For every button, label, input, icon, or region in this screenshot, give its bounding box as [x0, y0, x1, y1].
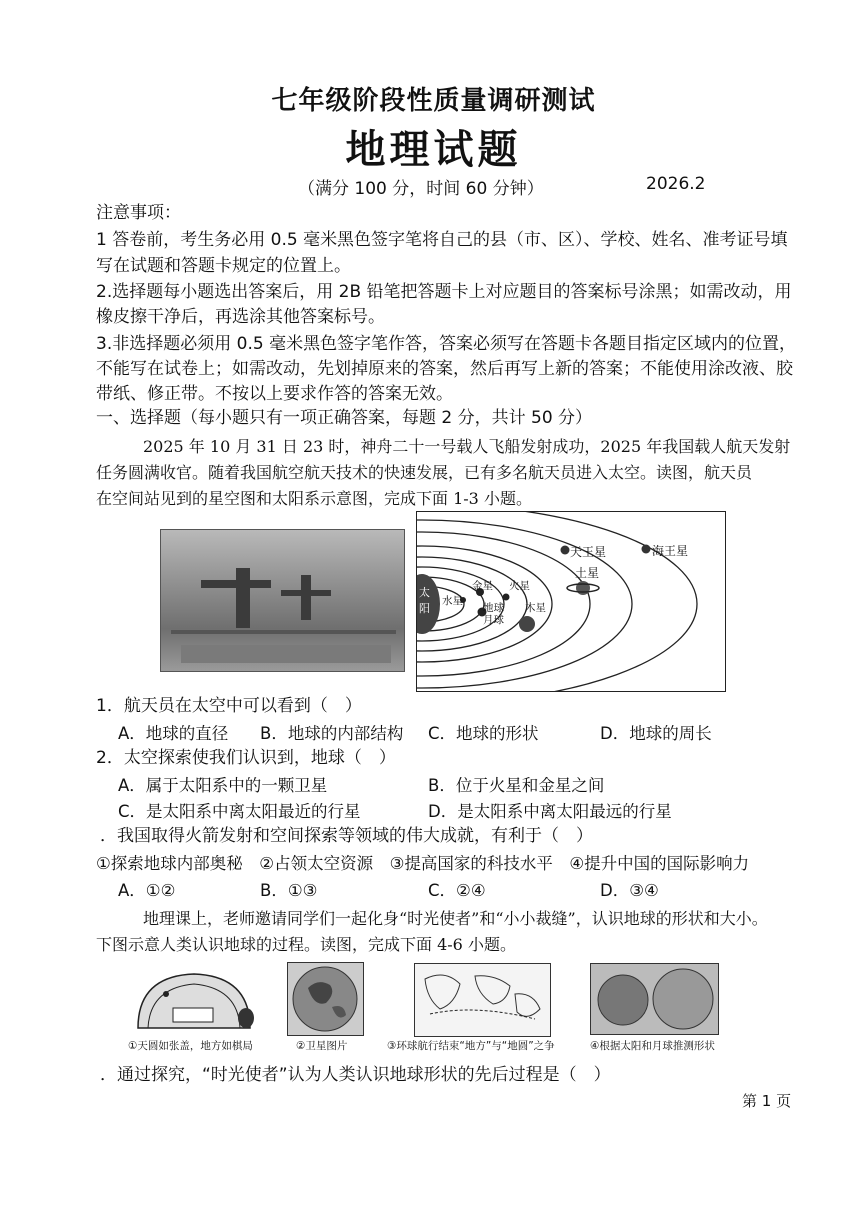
q1-option-a: A．地球的直径	[118, 724, 229, 743]
intro-line: 任务圆满收官。随着我国航空航天技术的快速发展，已有多名航天员进入太空。读图，航天员	[96, 463, 753, 482]
space-station-photo	[160, 529, 405, 672]
intro2-line: 下图示意人类认识地球的过程。读图，完成下面 4-6 小题。	[96, 935, 516, 954]
uranus-dot	[561, 546, 570, 555]
notice-line: 2.选择题每小题选出答案后，用 2B 铅笔把答题卡上对应题目的答案标号涂黑；如需改动，用	[96, 282, 792, 302]
section-heading: 一、选择题（每小题只有一项正确答案，每题 2 分，共计 50 分）	[96, 408, 593, 428]
exam-title: 七年级阶段性质量调研测试	[271, 86, 596, 116]
q2-option-c: C．是太阳系中离太阳最近的行星	[118, 802, 361, 821]
label-earth: 地球	[483, 602, 504, 614]
notice-line: 3.非选择题必须用 0.5 毫米黑色签字笔作答，答案必须写在答题卡各题目指定区域内的位置，	[96, 334, 797, 354]
intro2-line: 地理课上，老师邀请同学们一起化身“时光使者”和“小小裁缝”，认识地球的形状和大小。	[143, 909, 768, 928]
q2-option-a: A．属于太阳系中的一颗卫星	[118, 776, 328, 795]
page-number: 第 1 页	[742, 1092, 792, 1110]
q1-stem: 1．航天员在太空中可以看到（ ）	[96, 696, 362, 716]
caption-2: ②卫星图片	[296, 1040, 348, 1052]
notice-line: 橡皮擦干净后，再选涂其他答案标号。	[96, 307, 385, 327]
label-mercury: 水星	[442, 595, 463, 607]
notice-line: 带纸、修正带。不按以上要求作答的答案无效。	[96, 384, 453, 404]
q2-option-b: B．位于火星和金星之间	[428, 776, 605, 795]
voyage-map	[414, 963, 551, 1037]
heaven-earth-illustration	[128, 968, 260, 1032]
notice-line: 写在试题和答题卡规定的位置上。	[96, 256, 351, 276]
label-sun: 太阳	[419, 586, 430, 615]
label-uranus: 天王星	[570, 545, 607, 559]
intro-line: 在空间站见到的星空图和太阳系示意图，完成下面 1-3 小题。	[96, 489, 532, 508]
notice-line: 不能写在试卷上；如需改动，先划掉原来的答案，然后再写上新的答案；不能使用涂改液、胶	[96, 359, 793, 379]
label-jupiter: 木星	[525, 602, 546, 614]
q3-option-d: D．③④	[600, 881, 659, 900]
label-moon: 月球	[483, 614, 504, 626]
label-saturn: 土星	[575, 566, 600, 580]
q2-option-d: D．是太阳系中离太阳最远的行星	[428, 802, 672, 821]
notice-heading: 注意事项：	[96, 203, 181, 223]
subject-title: 地理试题	[345, 127, 522, 173]
solar-system-diagram	[416, 511, 726, 692]
q3-stem: ．我国取得火箭发射和空间探索等领域的伟大成就，有利于（ ）	[100, 826, 593, 846]
intro-line: 2025 年 10 月 31 日 23 时，神舟二十一号载人飞船发射成功，2025 年我国载人航天发射	[143, 437, 791, 456]
q1-option-b: B．地球的内部结构	[260, 724, 404, 743]
q3-option-a: A．①②	[118, 881, 176, 900]
q3-option-c: C．②④	[428, 881, 486, 900]
q1-option-c: C．地球的形状	[428, 724, 539, 743]
caption-3: ③环球航行结束“地方”与“地圆”之争	[387, 1040, 555, 1052]
label-venus: 金星	[472, 580, 493, 592]
notice-line: 1 答卷前，考生务必用 0.5 毫米黑色签字笔将自己的县（市、区）、学校、姓名、准考证号填	[96, 230, 788, 250]
label-neptune: 海王星	[652, 544, 689, 558]
q3-items: ①探索地球内部奥秘 ②占领太空资源 ③提高国家的科技水平 ④提升中国的国际影响力	[96, 854, 750, 873]
q2-stem: 2．太空探索使我们认识到，地球（ ）	[96, 748, 396, 768]
caption-1: ①天圆如张盖，地方如棋局	[128, 1040, 253, 1052]
saturn-dot	[576, 581, 590, 595]
orbit-svg	[417, 512, 725, 691]
neptune-dot	[642, 545, 651, 554]
sun-moon-image	[590, 963, 719, 1035]
q4-stem: ．通过探究，“时光使者”认为人类认识地球形状的先后过程是（ ）	[100, 1065, 611, 1085]
exam-date: 2026.2	[646, 174, 706, 194]
caption-4: ④根据太阳和月球推测形状	[590, 1040, 715, 1052]
score-time: （满分 100 分，时间 60 分钟）	[298, 179, 544, 199]
label-mars: 火星	[509, 580, 530, 592]
satellite-image	[287, 962, 364, 1036]
jupiter-dot	[519, 616, 535, 632]
q3-option-b: B．①③	[260, 881, 318, 900]
q1-option-d: D．地球的周长	[600, 724, 712, 743]
